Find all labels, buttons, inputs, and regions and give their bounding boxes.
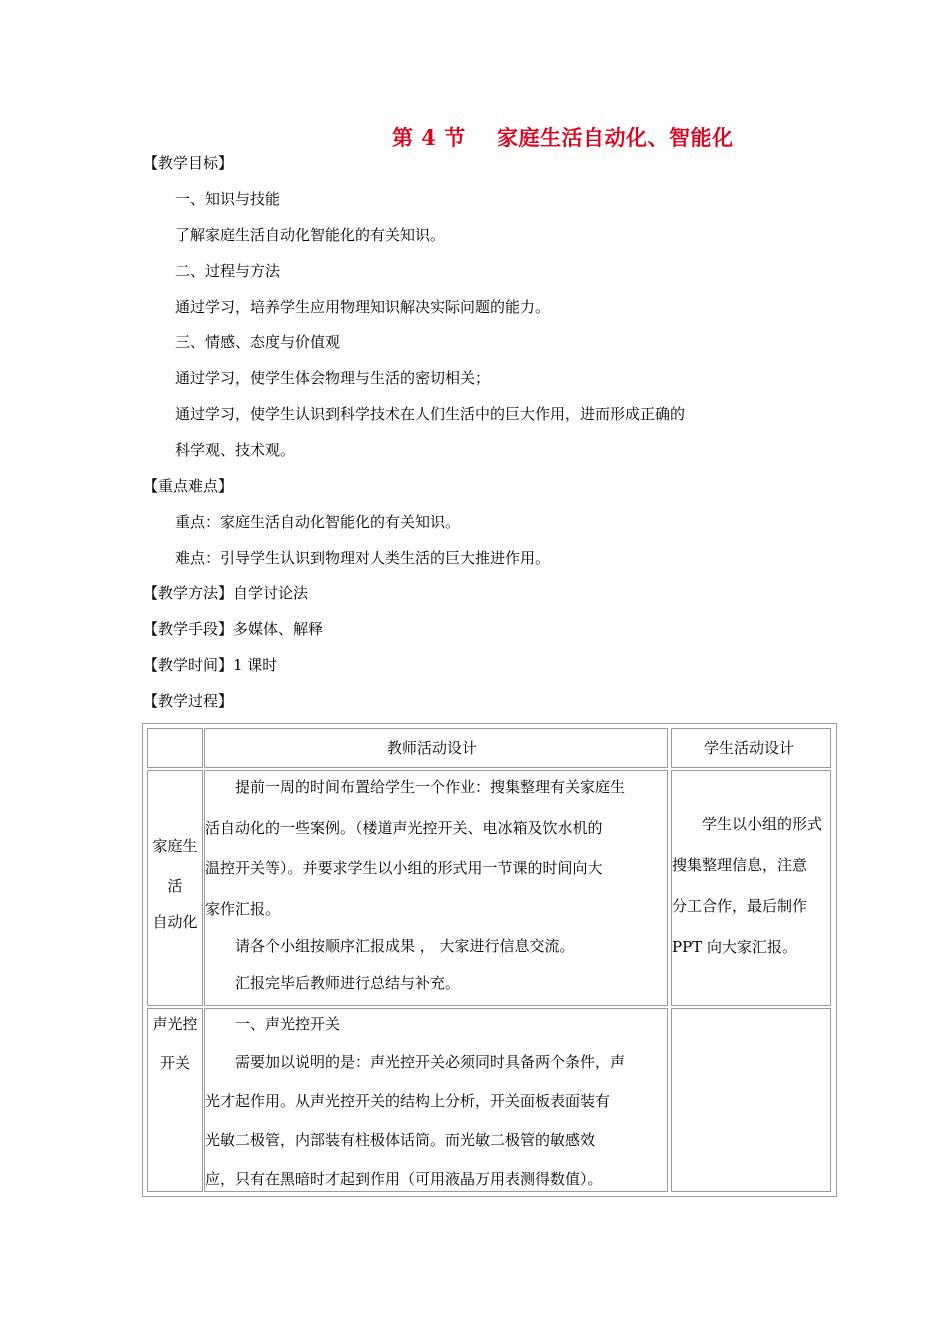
row2-teacher-line-4: 光敏二极管，内部装有柱极体话筒。而光敏二极管的敏感效 [205,1131,596,1149]
teaching-time: 【教学时间】1 课时 [143,656,278,674]
row1-teacher-line-4: 家作汇报。 [205,900,281,918]
emotion-text-2: 通过学习，使学生认识到科学技术在人们生活中的巨大作用，进而形成正确的 [175,405,686,423]
row1-teacher-line-5: 请各个小组按顺序汇报成果 ， 大家进行信息交流。 [235,937,575,955]
row1-label-3: 自动化 [152,913,198,931]
row1-teacher-line-2: 活自动化的一些案例。（楼道声光控开关、电冰箱及饮水机的 [205,819,603,837]
teaching-method: 【教学方法】自学讨论法 [143,584,309,602]
header-teacher-cell [204,728,668,768]
row2-label-cell [147,1008,203,1192]
row2-label-1: 声光控 [152,1015,198,1033]
emotion-text-1: 通过学习，使学生体会物理与生活的密切相关； [175,369,491,387]
row1-student-cell [671,770,831,1006]
student-column-header: 学生活动设计 [704,739,795,757]
row2-teacher-line-1: 一、声光控开关 [235,1015,341,1033]
teaching-means: 【教学手段】多媒体、解释 [143,620,324,638]
key-points-heading: 【重点难点】 [143,477,234,495]
row1-label-1: 家庭生 [152,837,198,855]
objectives-heading: 【教学目标】 [143,154,234,172]
knowledge-heading: 一、知识与技能 [175,190,281,208]
row1-teacher-cell [204,770,668,1006]
emotion-heading: 三、情感、态度与价值观 [175,333,341,351]
row2-teacher-line-3: 光才起作用。从声光控开关的结构上分析，开关面板表面装有 [205,1092,611,1110]
row1-student-line-3: 分工合作，最后制作 [672,897,808,915]
process-text: 通过学习，培养学生应用物理知识解决实际问题的能力。 [175,298,551,316]
difficulty-point: 难点：引导学生认识到物理对人类生活的巨大推进作用。 [175,549,551,567]
teacher-column-header: 教师活动设计 [387,739,478,757]
row2-student-cell [671,1008,831,1192]
row2-teacher-cell [204,1008,668,1192]
row1-teacher-line-3: 温控开关等）。并要求学生以小组的形式用一节课的时间向大 [205,859,603,877]
row1-teacher-line-6: 汇报完毕后教师进行总结与补充。 [235,974,461,992]
header-student-cell [671,728,831,768]
emotion-text-3: 科学观、技术观。 [175,441,296,459]
row2-teacher-line-5: 应，只有在黑暗时才起到作用（可用液晶万用表测得数值）。 [205,1170,603,1188]
row1-student-line-1: 学生以小组的形式 [702,815,823,833]
process-heading: 二、过程与方法 [175,262,281,280]
row1-label-cell [147,770,203,1006]
row1-student-line-2: 搜集整理信息，注意 [672,856,808,874]
row2-label-2: 开关 [159,1054,190,1072]
teaching-process-table [142,723,837,1197]
row2-teacher-line-2: 需要加以说明的是：声光控开关必须同时具备两个条件，声 [235,1053,626,1071]
row1-student-line-4: PPT 向大家汇报。 [672,938,797,956]
row1-label-2: 活 [167,877,183,895]
header-empty-cell [147,728,203,768]
knowledge-text: 了解家庭生活自动化智能化的有关知识。 [175,226,446,244]
row1-teacher-line-1: 提前一周的时间布置给学生一个作业：搜集整理有关家庭生 [235,778,626,796]
key-point: 重点：家庭生活自动化智能化的有关知识。 [175,513,461,531]
page-title: 第 4 节 家庭生活自动化、智能化 [392,125,734,150]
process-heading-main: 【教学过程】 [143,692,234,710]
